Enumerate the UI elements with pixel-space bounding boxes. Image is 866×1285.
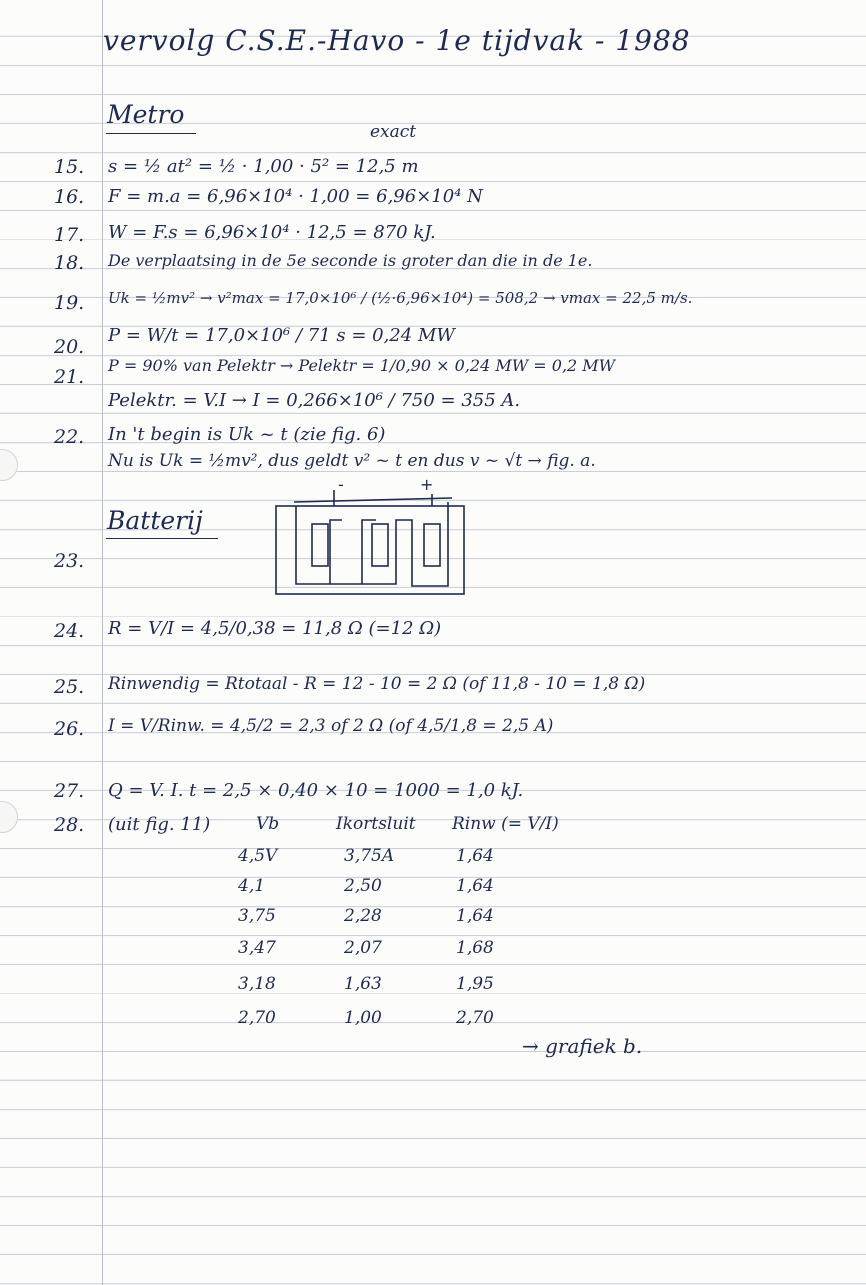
answer-number: 20. [54, 336, 85, 358]
answer-text: Nu is Uk = ½mv², dus geldt v² ~ t en dus v ~ √t → fig. a. [108, 451, 596, 471]
answer-number: 23. [54, 550, 85, 572]
answer-number: 27. [54, 780, 85, 802]
table-cell: 1,95 [456, 974, 494, 994]
answer-number: 25. [54, 676, 85, 698]
table-cell: 1,68 [456, 938, 494, 958]
table-cell: 3,75 [238, 906, 276, 926]
answer-text: Uk = ½mv² → v²max = 17,0×10⁶ / (½·6,96×10⁴) = 508,2 → vmax = 22,5 m/s. [108, 289, 693, 307]
answer-text: s = ½ at² = ½ · 1,00 · 5² = 12,5 m [108, 156, 419, 177]
answer-text: In 't begin is Uk ~ t (zie fig. 6) [108, 424, 386, 445]
table-cell: 2,07 [344, 938, 382, 958]
answer-text: Rinwendig = Rtotaal - R = 12 - 10 = 2 Ω (of 11,8 - 10 = 1,8 Ω) [108, 674, 646, 694]
table-cell: 4,1 [238, 876, 266, 896]
margin-line [102, 0, 103, 1285]
answer-number: 21. [54, 366, 85, 388]
heading-underline [106, 133, 196, 134]
section-heading-batterij: Batterij [107, 506, 203, 535]
answer-number: 15. [54, 156, 85, 178]
answer-text: W = F.s = 6,96×10⁴ · 12,5 = 870 kJ. [108, 222, 436, 243]
plus-sign: + [420, 476, 434, 494]
page-title: vervolg C.S.E.-Havo - 1e tijdvak - 1988 [103, 24, 691, 57]
answer-number: 24. [54, 620, 85, 642]
answer-text: Pelektr. = V.I → I = 0,266×10⁶ / 750 = 355 A. [108, 390, 521, 411]
battery-circuit-diagram [272, 476, 468, 598]
table-cell: 1,64 [456, 846, 494, 866]
table-cell: 2,50 [344, 876, 382, 896]
minus-sign: - [338, 476, 344, 494]
table-cell: 2,28 [344, 906, 382, 926]
exact-note: exact [370, 122, 417, 142]
answer-text: Q = V. I. t = 2,5 × 0,40 × 10 = 1000 = 1,0 kJ. [108, 780, 524, 801]
answer-number: 22. [54, 426, 85, 448]
answer-text: (uit fig. 11) [108, 814, 211, 835]
answer-number: 17. [54, 224, 85, 246]
table-cell: 2,70 [456, 1008, 494, 1028]
answer-text: P = 90% van Pelektr → Pelektr = 1/0,90 × 0,24 MW = 0,2 MW [108, 356, 616, 375]
answer-text: P = W/t = 17,0×10⁶ / 71 s = 0,24 MW [108, 325, 455, 346]
table-cell: 1,00 [344, 1008, 382, 1028]
table-cell: 1,63 [344, 974, 382, 994]
answer-text: De verplaatsing in de 5e seconde is groter dan die in de 1e. [108, 251, 593, 270]
section-heading-metro: Metro [107, 100, 185, 129]
table-cell: 3,75A [344, 846, 395, 866]
answer-text: I = V/Rinw. = 4,5/2 = 2,3 of 2 Ω (of 4,5/1,8 = 2,5 A) [108, 716, 554, 736]
punch-hole [0, 801, 18, 833]
answer-number: 26. [54, 718, 85, 740]
table-cell: 1,64 [456, 906, 494, 926]
punch-hole [0, 449, 18, 481]
table-cell: 4,5V [238, 846, 278, 866]
table-cell: 1,64 [456, 876, 494, 896]
answer-text: F = m.a = 6,96×10⁴ · 1,00 = 6,96×10⁴ N [108, 186, 483, 207]
table-cell: 3,47 [238, 938, 276, 958]
grafiek-note: → grafiek b. [522, 1034, 643, 1058]
table-cell: 3,18 [238, 974, 276, 994]
answer-number: 16. [54, 186, 85, 208]
table-cell: 2,70 [238, 1008, 276, 1028]
table-header-rinw: Rinw (= V/I) [452, 814, 559, 834]
heading-underline [106, 538, 218, 539]
table-header-vb: Vb [256, 814, 280, 834]
answer-number: 19. [54, 292, 85, 314]
answer-text: R = V/I = 4,5/0,38 = 11,8 Ω (=12 Ω) [108, 618, 442, 639]
answer-number: 18. [54, 252, 85, 274]
answer-number: 28. [54, 814, 85, 836]
table-header-ikortsluit: Ikortsluit [336, 814, 416, 834]
